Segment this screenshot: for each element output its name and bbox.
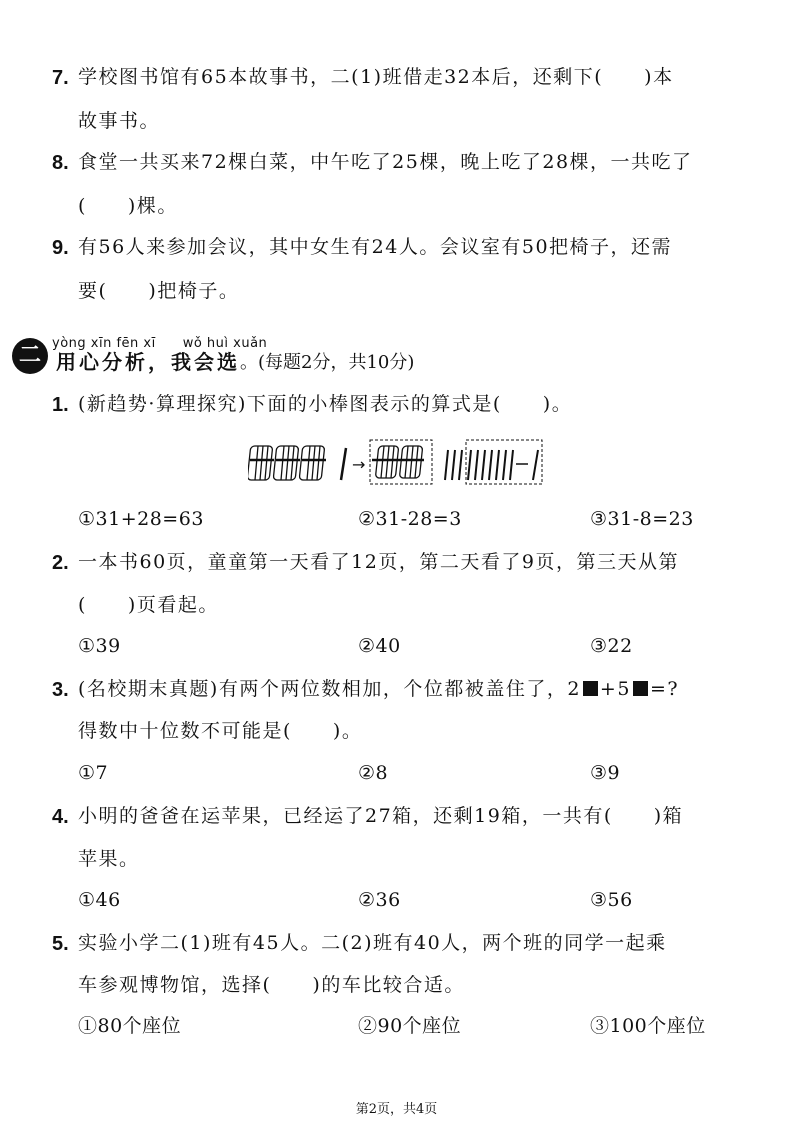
choice-4-option-1[interactable]: ①46 [78,889,121,911]
choice-5-option-1[interactable]: ①80个座位 [78,1015,182,1037]
hidden-digit-square [633,681,648,696]
choice-3-text-b: +5 [599,678,631,700]
stick-bundle-figure [248,434,548,494]
choice-4-text-line2: 苹果。 [78,848,140,870]
choice-5-text-line1: 实验小学二(1)班有45人。二(2)班有40人，两个班的同学一起乘 [78,932,667,954]
choice-3-option-3[interactable]: ③9 [590,762,621,784]
choice-5-number: 5. [52,933,69,955]
question-8-number: 8. [52,152,69,174]
choice-5-option-2[interactable]: ②90个座位 [358,1015,462,1037]
choice-5-option-3[interactable]: ③100个座位 [590,1015,706,1037]
choice-5-text-line2: 车参观博物馆，选择( )的车比较合适。 [78,974,465,996]
choice-3-text-a: (名校期末真题)有两个两位数相加，个位都被盖住了，2 [78,678,581,700]
question-7-text-line1: 学校图书馆有65本故事书，二(1)班借走32本后，还剩下( )本 [78,66,674,88]
choice-3-number: 3. [52,679,69,701]
choice-2-text-line1: 一本书60页，童童第一天看了12页，第二天看了9页，第三天从第 [78,551,679,573]
stick-bundle-svg [248,434,548,490]
question-8-text-line2: ( )棵。 [78,195,178,217]
question-7-number: 7. [52,67,69,89]
choice-3-text-line2: 得数中十位数不可能是( )。 [78,720,363,742]
choice-4-number: 4. [52,806,69,828]
choice-3-text-c: =? [649,678,680,700]
question-9-text-line2: 要( )把椅子。 [78,280,240,302]
single-stick [341,448,346,480]
choice-1-number: 1. [52,394,69,416]
choice-2-option-3[interactable]: ③22 [590,635,633,657]
choice-2-option-2[interactable]: ②40 [358,635,401,657]
bundle-of-ten [372,446,399,478]
choice-1-option-3[interactable]: ③31-8=23 [590,508,694,530]
hidden-digit-square [583,681,598,696]
single-sticks [445,450,538,480]
choice-1-option-1[interactable]: ①31+28=63 [78,508,204,530]
question-9-number: 9. [52,237,69,259]
section-note: 。(每题2分，共10分) [240,352,415,373]
bundle-of-ten [398,446,424,478]
choice-4-option-3[interactable]: ③56 [590,889,633,911]
question-8-text-line1: 食堂一共买来72棵白菜，中午吃了25棵，晚上吃了28棵，一共吃了 [78,151,693,173]
choice-3-option-2[interactable]: ②8 [358,762,389,784]
choice-4-text-line1: 小明的爸爸在运苹果，已经运了27箱，还剩19箱，一共有( )箱 [78,805,684,827]
choice-3-option-1[interactable]: ①7 [78,762,109,784]
choice-2-number: 2. [52,552,69,574]
bundle-of-ten [273,446,300,480]
section-badge: 二 [12,338,48,374]
question-9-text-line1: 有56人来参加会议，其中女生有24人。会议室有50把椅子，还需 [78,236,673,258]
page-footer: 第2页，共4页 [355,1102,438,1117]
choice-2-option-1[interactable]: ①39 [78,635,121,657]
section-pinyin: yòng xīn fēn xī wǒ huì xuǎn [52,336,268,351]
arrow-text: → [352,455,366,474]
bundle-of-ten [248,446,274,480]
section-title: 用心分析，我会选 [56,350,240,374]
question-7-text-line2: 故事书。 [78,110,161,132]
choice-1-text: (新趋势·算理探究)下面的小棒图表示的算式是( )。 [78,393,573,415]
choice-2-text-line2: ( )页看起。 [78,594,219,616]
choice-1-option-2[interactable]: ②31-28=3 [358,508,462,530]
bundle-of-ten [299,446,326,480]
choice-3-text-line1 [78,680,679,699]
choice-4-option-2[interactable]: ②36 [358,889,401,911]
